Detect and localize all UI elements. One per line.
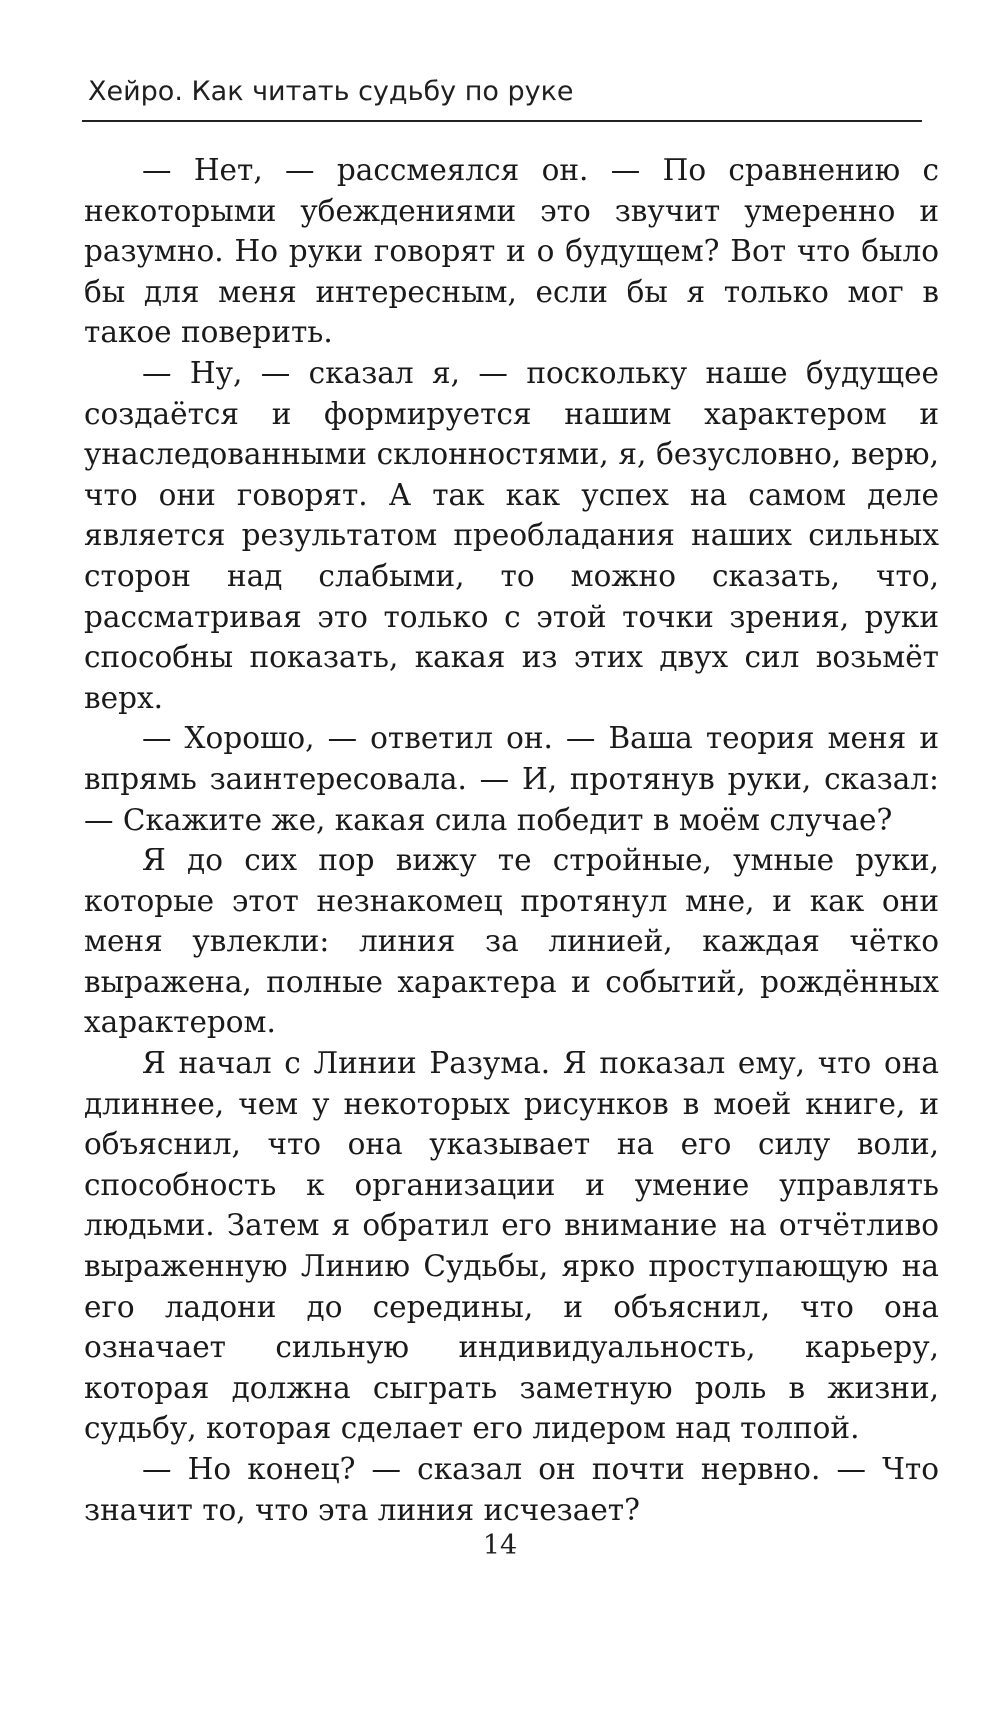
header-divider: [82, 120, 922, 122]
page-number: 14: [482, 1530, 518, 1561]
paragraph: — Но конец? — сказал он почти нервно. — Что значит то, что эта линия исчезает?: [84, 1452, 939, 1527]
paragraph: — Хорошо, — ответил он. — Ваша теория меня и впрямь заинтересовала. — И, протянув руки, сказал: — Скажите же, какая сила победит в моём случае?: [84, 721, 939, 837]
paragraph: — Нет, — рассмеялся он. — По сравнению с некоторыми убеждениями это звучит умеренно и разумно. Но руки говорят и о будущем? Вот что было бы для меня интересным, если бы я только мог в такое поверить.: [84, 153, 939, 350]
paragraph: — Ну, — сказал я, — поскольку наше будущее создаётся и формируется нашим характером и унаследованными склонностями, я, безусловно, верю, что они говорят. А так как успех на самом деле является результатом преобладания наших сильных сторон над слабыми, то можно сказать, что, рассматривая это только с этой точки зрения, руки способны показать, какая из этих двух сил возьмёт верх.: [84, 355, 939, 715]
paragraph: Я до сих пор вижу те стройные, умные руки, которые этот незнакомец протянул мне, и как они меня увлекли: линия за линией, каждая чётко выражена, полные характера и событий, рождённых характером.: [84, 843, 939, 1040]
running-header: Хейро. Как читать судьбу по руке: [88, 76, 574, 107]
body-text: [84, 150, 939, 1530]
paragraph: Я начал с Линии Разума. Я показал ему, что она длиннее, чем у некоторых рисунков в моей книге, и объяснил, что она указывает на его силу воли, способность к организации и умение управлять людьми. Затем я обратил его внимание на отчётливо выраженную Линию Судьбы, ярко проступающую на его ладони до середины, и объяснил, что она означает сильную индивидуальность, карьеру, которая должна сыграть заметную роль в жизни, судьбу, которая сделает его лидером над толпой.: [84, 1046, 939, 1446]
